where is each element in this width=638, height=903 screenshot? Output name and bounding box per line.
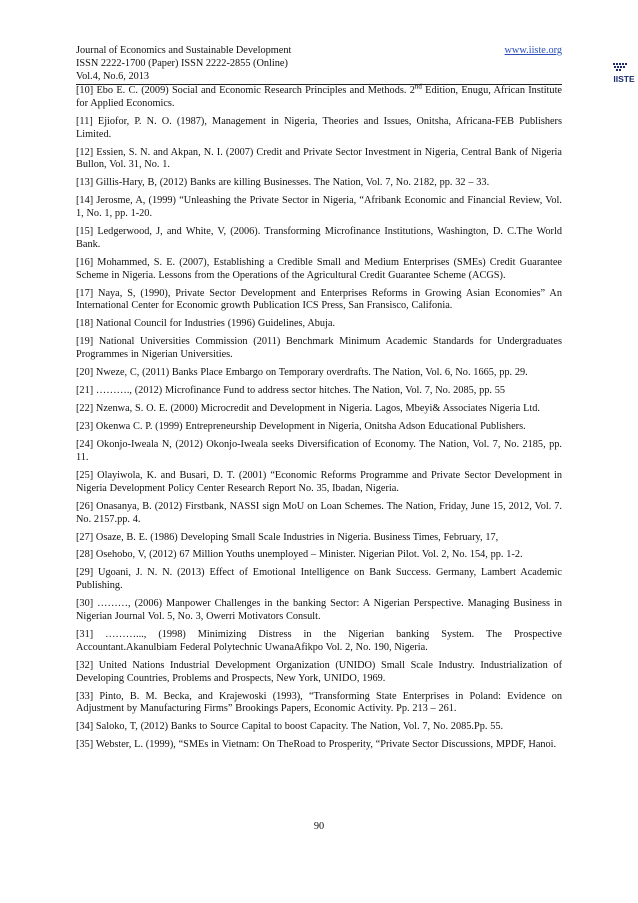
reference-item: [13] Gillis-Hary, B, (2012) Banks are killing Businesses. The Nation, Vol. 7, No. 2182, pp. 32 – 33. (76, 177, 490, 189)
reference-item: [34] Saloko, T, (2012) Banks to Source Capital to boost Capacity. The Nation, Vol. 7, No. 2085.Pp. 55. (76, 721, 504, 733)
reference-item: [32] United Nations Industrial Development Organization (UNIDO) Small Scale Industry. Industrialization of Developing Countries, Problems and Prospects, New York, UNIDO, 1969. (76, 659, 562, 684)
reference-item: [25] Olayiwola, K. and Busari, D. T. (2001) “Economic Reforms Programme and Private Sector Development in Nigeria Development Policy Center Research Report No. 35, Ibadan, Nigeria. (76, 469, 562, 494)
reference-item: [18] National Council for Industries (1996) Guidelines, Abuja. (76, 318, 336, 330)
reference-item: [22] Nzenwa, S. O. E. (2000) Microcredit and Development in Nigeria. Lagos, Mbeyi& Associates Nigeria Ltd. (76, 403, 540, 415)
reference-item: [35] Webster, L. (1999), “SMEs in Vietnam: On TheRoad to Prosperity, “Private Sector Discussions, MPDF, Hanoi. (76, 739, 557, 751)
reference-item: [11] Ejiofor, P. N. O. (1987), Management in Nigeria, Theories and Issues, Onitsha, Africana-FEB Publishers Limited. (76, 115, 562, 140)
reference-item: [12] Essien, S. N. and Akpan, N. I. (2007) Credit and Private Sector Investment in Nigeria, Central Bank of Nigeria Bullon, Vol. 31, No. 1. (76, 146, 562, 171)
volume-line: Vol.4, No.6, 2013 (76, 70, 150, 82)
reference-item: [29] Ugoani, J. N. N. (2013) Effect of Emotional Intelligence on Bank Success. Germany, Lambert Academic Publishing. (76, 567, 562, 592)
issn-line: ISSN 2222-1700 (Paper) ISSN 2222-2855 (Online) (76, 57, 288, 69)
reference-item: [27] Osaze, B. E. (1986) Developing Small Scale Industries in Nigeria. Business Times, February, 17, (76, 531, 499, 543)
reference-item: [28] Osehobo, V, (2012) 67 Million Youths unemployed – Minister. Nigerian Pilot. Vol. 2, No. 154, pp. 1-2. (76, 549, 523, 561)
reference-item: [24] Okonjo-Iweala N, (2012) Okonjo-Iweala seeks Diversification of Economy. The Nation, Vol. 7, No. 2185, pp. 11. (76, 439, 562, 463)
reference-item: [15] Ledgerwood, J, and White, V, (2006). Transforming Microfinance Institutions, Washington, D. C.The World Bank. (76, 226, 562, 250)
reference-item: [10] Ebo E. C. (2009) Social and Economic Research Principles and Methods. 2nd Edition, Enugu, African Institute for Applied Economics. (76, 82, 563, 109)
reference-item: [16] Mohammed, S. E. (2007), Establishing a Credible Small and Medium Enterprises (SMEs) Credit Guarantee Scheme in Nigeria. Lessons from the Operations of the Agricultural Credit Guarantee Scheme (ACGS). (76, 256, 562, 281)
reference-item: [23] Okenwa C. P. (1999) Entrepreneurship Development in Nigeria, Onitsha Adson Educational Publishers. (76, 421, 526, 433)
reference-item: [30] ………, (2006) Manpower Challenges in the banking Sector: A Nigerian Perspective. Managing Business in Nigerian Journal Vol. 5, No. 3, Owerri Motivators Consult. (76, 598, 562, 623)
journal-title: Journal of Economics and Sustainable Development (76, 45, 292, 56)
reference-item: [26] Onasanya, B. (2012) Firstbank, NASSI sign MoU on Loan Schemes. The Nation, Friday, June 15, 2012, Vol. 7. No. 2157.pp. 4. (76, 500, 562, 525)
reference-item: [33] Pinto, B. M. Becka, and Krajewoski (1993), “Transforming State Enterprises in Poland: Evidence on Adjustment by Manufacturing Firms” Brookings Papers, Economic Activity. Pp. 213 – 261. (76, 690, 562, 715)
page-number: 90 (313, 821, 325, 832)
journal-url-link[interactable]: www.iiste.org (504, 45, 562, 56)
reference-item: [19] National Universities Commission (2011) Benchmark Minimum Academic Standards for Undergraduates Programmes in Nigerian Universities. (76, 336, 562, 361)
iiste-logo (611, 62, 637, 84)
reference-item: [20] Nweze, C, (2011) Banks Place Embargo on Temporary overdrafts. The Nation, Vol. 6, No. 1665, pp. 29. (76, 367, 528, 379)
reference-item: [31] ………..., (1998) Minimizing Distress in the Nigerian banking System. The Prospective Accountant.Akanulbiam Federal Polytechnic UwanaAfikpo Vol. 2, No. 190, Nigeria. (76, 629, 562, 653)
reference-item: [17] Naya, S, (1990), Private Sector Development and Enterprises Reforms in Growing Asian Economies” An International Center for Economic growth Publication ICS Press, San Fransisco, Califonia. (76, 287, 562, 312)
reference-list (76, 82, 563, 757)
logo-text: IISTE (613, 74, 635, 84)
reference-item: [21] ………., (2012) Microfinance Fund to address sector hitches. The Nation, Vol. 7, No. 2085, pp. 55 (76, 385, 506, 397)
page-header (76, 45, 562, 83)
reference-item: [14] Jerosme, A, (1999) “Unleashing the Private Sector in Nigeria, “Afribank Economic and Financial Review, Vol. 1, No. 1, pp. 1-20. (76, 195, 562, 220)
